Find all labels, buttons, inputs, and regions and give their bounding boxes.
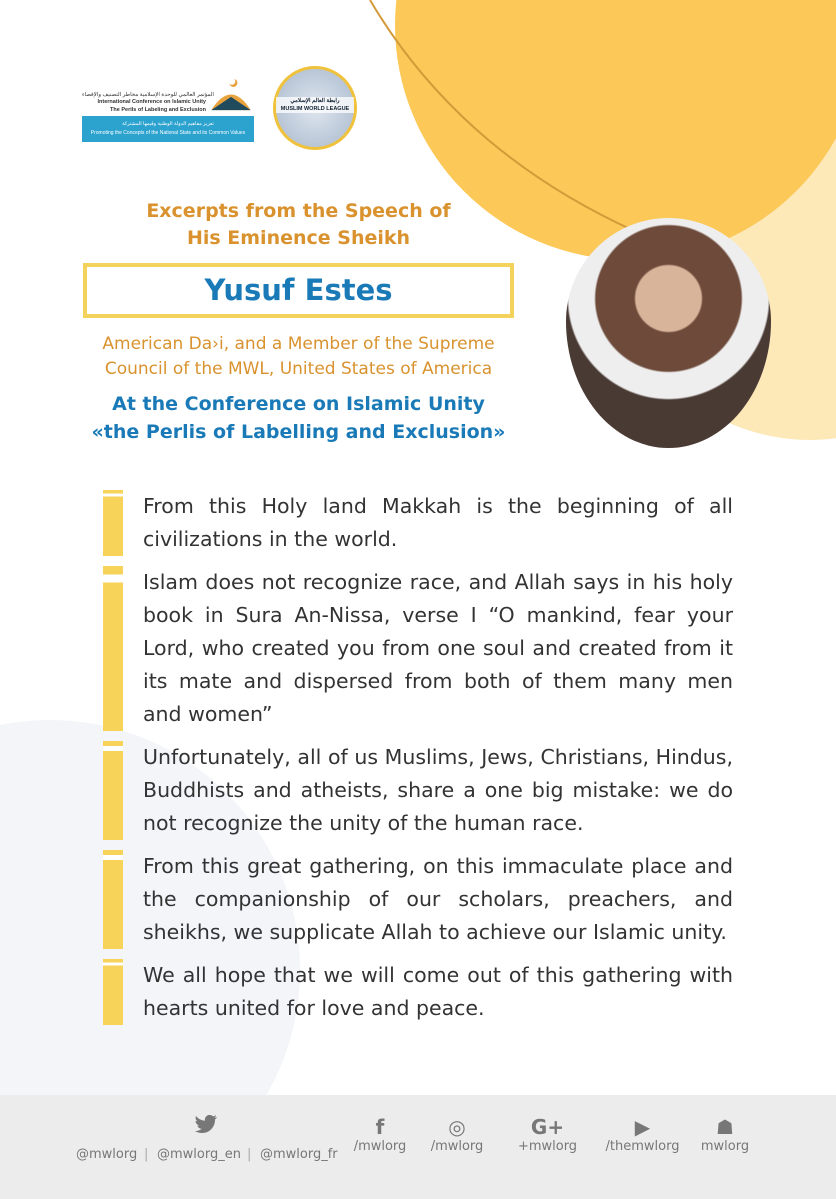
logo-text: Promoting the Concepts of the National State and its Common Values (90, 130, 246, 136)
role-line: Council of the MWL, United States of America (104, 359, 493, 379)
facebook-icon: f (375, 1115, 385, 1139)
logo-text: MUSLIM WORLD LEAGUE (280, 106, 350, 112)
quote-item (103, 490, 733, 556)
twitter-handle-link[interactable]: @mwlorg (76, 1147, 138, 1162)
mwl-label (276, 97, 354, 113)
logo-top (82, 66, 254, 114)
quote-item (103, 850, 733, 949)
instagram-link[interactable] (422, 1115, 492, 1154)
facebook-handle: /mwlorg (353, 1139, 407, 1154)
separator: | (144, 1147, 149, 1162)
quote-bar (103, 490, 123, 556)
twitter-icon (194, 1115, 218, 1135)
quote-text: Islam does not recognize race, and Allah says in his holy book in Sura An-Nissa, verse I “O mankind, fear your Lord, who created you from one soul and created from it its mate and dispersed from both of them many men and women” (143, 570, 733, 726)
facebook-link[interactable] (345, 1115, 415, 1154)
googleplus-handle: +mwlorg (517, 1139, 578, 1154)
snapchat-icon: ☗ (716, 1115, 734, 1139)
quote-text: Unfortunately, all of us Muslims, Jews, Christians, Hindus, Buddhists and atheists, share a one big mistake: we do not recognize the unity of the human race. (143, 745, 733, 835)
logo-text: The Perils of Labeling and Exclusion (110, 106, 206, 113)
googleplus-icon: G+ (530, 1115, 565, 1139)
youtube-link[interactable] (600, 1115, 685, 1154)
snapchat-handle: mwlorg (700, 1139, 750, 1154)
quote-item (103, 566, 733, 731)
logo-text: تعزيز مفاهيم الدولة الوطنية وقيمها المشتركة (122, 121, 214, 127)
quote-bar (103, 850, 123, 949)
event-line: At the Conference on Islamic Unity (112, 393, 485, 415)
instagram-icon: ◎ (448, 1115, 466, 1139)
quote-text: We all hope that we will come out of this gathering with hearts united for love and peace. (143, 963, 733, 1020)
twitter-handle-link[interactable]: @mwlorg_en (157, 1147, 241, 1162)
instagram-handle: /mwlorg (430, 1139, 484, 1154)
quotes-list (103, 490, 733, 1035)
logo-text-block (82, 91, 214, 115)
mwl-logo (273, 66, 357, 150)
twitter-handle-link[interactable]: @mwlorg_fr (260, 1147, 338, 1162)
logo-text: International Conference on Islamic Unity (97, 99, 206, 105)
social-footer (0, 1095, 836, 1199)
quote-bar (103, 741, 123, 840)
logo-text: المؤتمر العالمي للوحدة الإسلامية مخاطر التصنيف والإقصاء (82, 91, 214, 98)
event-line: «the Perlis of Labelling and Exclusion» (91, 421, 506, 443)
intro-heading (83, 198, 514, 252)
quote-item (103, 959, 733, 1025)
googleplus-link[interactable] (510, 1115, 585, 1154)
quote-text: From this Holy land Makkah is the beginning of all civilizations in the world. (143, 494, 733, 551)
conference-logo (82, 66, 254, 142)
role-line: American Da›i, and a Member of the Supreme (102, 334, 495, 354)
dome-icon (208, 70, 254, 114)
quote-bar (103, 566, 123, 731)
separator: | (247, 1147, 252, 1162)
quote-item (103, 741, 733, 840)
heading-line: His Eminence Sheikh (186, 227, 411, 249)
event-title (83, 390, 514, 446)
speaker-name: Yusuf Estes (83, 263, 514, 318)
logo-band (82, 116, 254, 142)
logo-text: رابطة العالم الإسلامي (290, 98, 340, 104)
quote-bar (103, 959, 123, 1025)
youtube-handle: /themwlorg (605, 1139, 680, 1154)
heading-line: Excerpts from the Speech of (146, 200, 451, 222)
youtube-icon: ▶ (634, 1115, 651, 1139)
snapchat-link[interactable] (695, 1115, 755, 1154)
quote-text: From this great gathering, on this immaculate place and the companionship of our scholars, preachers, and sheikhs, we supplicate Allah to achieve our Islamic unity. (143, 854, 733, 944)
speaker-role (83, 332, 514, 382)
